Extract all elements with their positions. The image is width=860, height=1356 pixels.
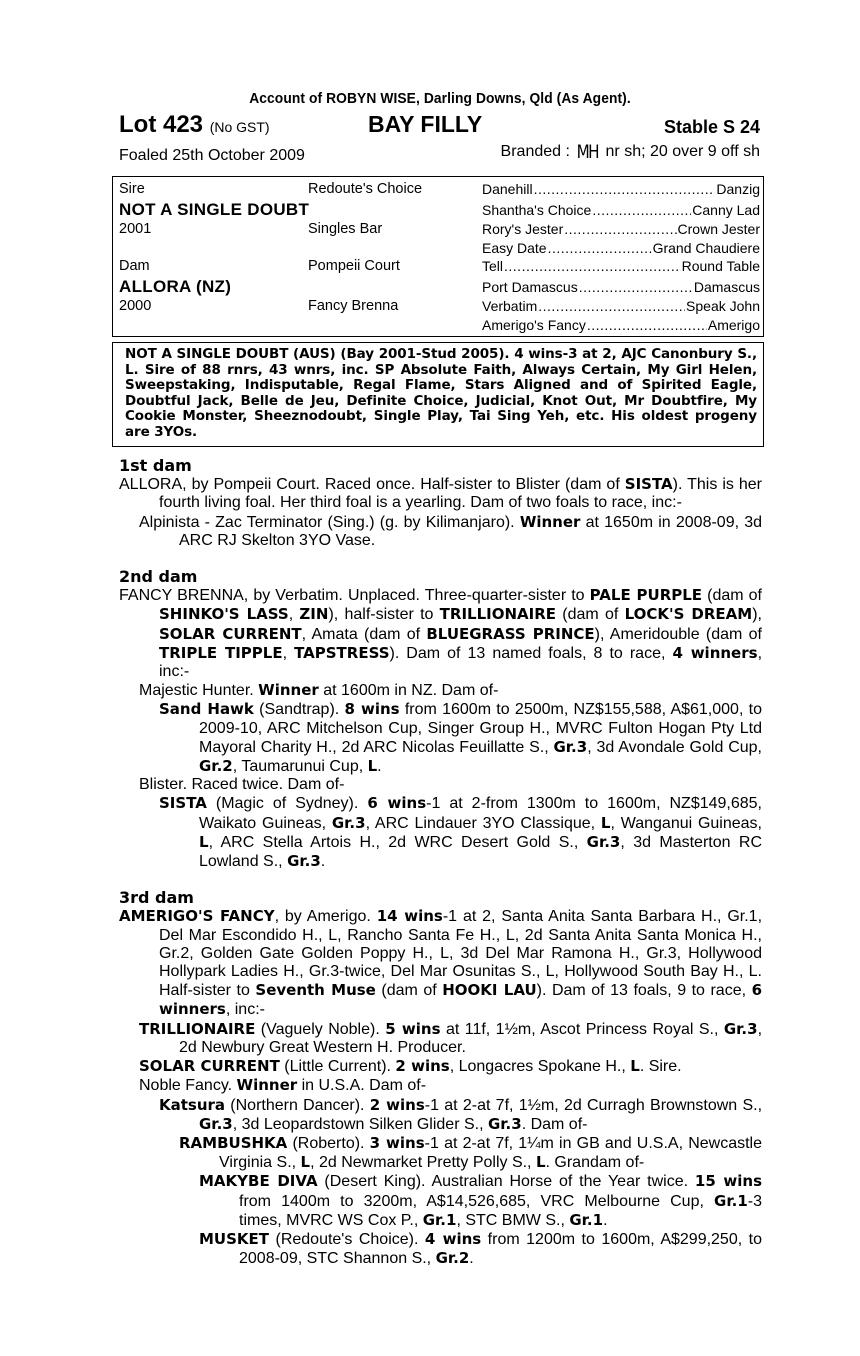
progeny-musket: MUSKET (Redoute's Choice). 4 wins from 1200m to 1600m, A$299,250, to 2008-09, STC Shannon S., Gr.2. bbox=[199, 1229, 762, 1268]
progeny-rambushka: RAMBUSHKA (Roberto). 3 wins-1 at 2-at 7f, 1¼m in GB and U.S.A, Newcastle Virginia S., L, 2d Newmarket Pretty Polly S., L. Grandam of- bbox=[179, 1133, 763, 1172]
first-dam-heading: 1st dam bbox=[119, 456, 192, 475]
dams-sire: Pompeii Court bbox=[308, 258, 400, 274]
brand-description: nr sh; 20 over 9 off sh bbox=[605, 143, 760, 160]
gg-row: Shantha's Choice ..... Canny Lad bbox=[482, 202, 760, 218]
brand-info bbox=[501, 141, 760, 163]
first-dam-paragraph: ALLORA, by Pompeii Court. Raced once. Half-sister to Blister (dam of SISTA). This is her fourth living foal. Her third foal is a yearling. Dam of two foals to race, inc:- bbox=[119, 475, 763, 512]
dam-year: 2000 bbox=[119, 298, 152, 314]
gg-row: Danehill ..... Danzig bbox=[482, 181, 760, 197]
catalogue-body bbox=[119, 457, 762, 1268]
gg-row: Rory's Jester ..... Crown Jester bbox=[482, 221, 760, 237]
third-dam-paragraph: AMERIGO'S FANCY, by Amerigo. 14 wins-1 at 2, Santa Anita Santa Barbara H., Gr.1, Del Mar Escondido H., L, Rancho Santa Fe H., L, 2d Santa Anita Santa Monica H., Gr.2, Golden Gate Golden Poppy H., L, 3d Del Mar Ramona H., Gr.3, Hollywood Hollypark Ladies H., Gr.3-twice, Del Mar Osunitas S., L, Hollywood South Bay H., L. Half-sister to Seventh Muse (dam of HOOKI LAU). Dam of 13 foals, 9 to race, 6 winners, inc:- bbox=[119, 907, 763, 1019]
horse-description: BAY FILLY bbox=[368, 111, 483, 137]
progeny-majestic-hunter: Majestic Hunter. Winner at 1600m in NZ. Dam of- bbox=[139, 681, 499, 700]
gg-row: Port Damascus ..... Damascus bbox=[482, 279, 760, 295]
sire-summary: NOT A SINGLE DOUBT (AUS) (Bay 2001-Stud 2005). 4 wins-3 at 2, AJC Canonbury S., L. Sire of 88 rnrs, 43 wnrs, inc. SP Absolute Faith, Always Certain, My Girl Helen, Sweepstaking, Indisputable, Regal Flame, Stars Aligned and of Spirited Eagle, Doubtful Jack, Belle de Jeu, Definite Choice, Judicial, Knot Out, Mr Doubtfire, My Cookie Monster, Sheeznodoubt, Single Play, Tai Sing Yeh, etc. His oldest progeny are 3YOs. bbox=[125, 346, 757, 440]
progeny-makybe-diva: MAKYBE DIVA (Desert King). Australian Horse of the Year twice. 15 wins from 1400m to 3200m, A$14,526,685, VRC Melbourne Cup, Gr.1-3 times, MVRC WS Cox P., Gr.1, STC BMW S., Gr.1. bbox=[199, 1172, 763, 1229]
gg-row: Verbatim ..... Speak John bbox=[482, 298, 760, 314]
sires-dam: Singles Bar bbox=[308, 221, 383, 237]
sire-label: Sire bbox=[119, 181, 145, 197]
progeny-solar-current: SOLAR CURRENT (Little Current). 2 wins, Longacres Spokane H., L. Sire. bbox=[139, 1057, 682, 1076]
second-dam-paragraph: FANCY BRENNA, by Verbatim. Unplaced. Three-quarter-sister to PALE PURPLE (dam of SHINKO'S LASS, ZIN), half-sister to TRILLIONAIRE (dam of LOCK'S DREAM), SOLAR CURRENT, Amata (dam of BLUEGRASS PRINCE), Ameridouble (dam of TRIPLE TIPPLE, TAPSTRESS). Dam of 13 named foals, 8 to race, 4 winners, inc:- bbox=[119, 586, 763, 681]
brand-mark-icon: MH bbox=[577, 141, 599, 163]
progeny-trillionaire: TRILLIONAIRE (Vaguely Noble). 5 wins at 11f, 1½m, Ascot Princess Royal S., Gr.3, 2d Newbury Great Western H. Producer. bbox=[139, 1019, 763, 1056]
sire-name: NOT A SINGLE DOUBT bbox=[119, 200, 310, 219]
progeny-alpinista: Alpinista - Zac Terminator (Sing.) (g. by Kilimanjaro). Winner at 1650m in 2008-09, 3d ARC RJ Skelton 3YO Vase. bbox=[139, 512, 763, 549]
branded-label: Branded : bbox=[500, 143, 570, 160]
second-dam-heading: 2nd dam bbox=[119, 567, 198, 587]
gst-note: (No GST) bbox=[209, 119, 270, 135]
sire-summary-box bbox=[112, 342, 764, 447]
lot-number bbox=[119, 111, 270, 139]
stable-number: Stable S 24 bbox=[663, 117, 760, 137]
pedigree-table bbox=[112, 176, 764, 337]
sire-year: 2001 bbox=[119, 221, 152, 237]
dams-dam: Fancy Brenna bbox=[308, 298, 399, 314]
gg-row: Tell ..... Round Table bbox=[482, 258, 760, 274]
progeny-katsura: Katsura (Northern Dancer). 2 wins-1 at 2-at 7f, 1½m, 2d Curragh Brownstown S., Gr.3, 3d Leopardstown Silken Glider S., Gr.3. Dam of- bbox=[159, 1095, 763, 1133]
vendor-account: Account of ROBYN WISE, Darling Downs, Qld (As Agent). bbox=[249, 90, 631, 107]
third-dam-heading: 3rd dam bbox=[119, 888, 194, 908]
lot-label: Lot 423 bbox=[119, 111, 204, 138]
progeny-noble-fancy: Noble Fancy. Winner in U.S.A. Dam of- bbox=[139, 1076, 427, 1095]
gg-row: Amerigo's Fancy ..... Amerigo bbox=[482, 317, 760, 333]
sires-sire: Redoute's Choice bbox=[308, 181, 423, 197]
progeny-sand-hawk: Sand Hawk (Sandtrap). 8 wins from 1600m to 2500m, NZ$155,588, A$61,000, to 2009-10, ARC Mitchelson Cup, Singer Group H., MVRC Fulton Hogan Pty Ltd Mayoral Charity H., 2d ARC Nicolas Feuillatte S., Gr.3, 3d Avondale Gold Cup, Gr.2, Taumarunui Cup, L. bbox=[159, 700, 763, 776]
dam-label: Dam bbox=[119, 258, 150, 274]
progeny-blister: Blister. Raced twice. Dam of- bbox=[139, 776, 345, 794]
foaled-date: Foaled 25th October 2009 bbox=[119, 147, 305, 164]
gg-row: Easy Date ..... Grand Chaudiere bbox=[482, 240, 760, 256]
dam-name: ALLORA (NZ) bbox=[119, 277, 232, 296]
progeny-sista: SISTA (Magic of Sydney). 6 wins-1 at 2-from 1300m to 1600m, NZ$149,685, Waikato Guineas, Gr.3, ARC Lindauer 3YO Classique, L, Wanganui Guineas, L, ARC Stella Artois H., 2d WRC Desert Gold S., Gr.3, 3d Masterton RC Lowland S., Gr.3. bbox=[159, 794, 763, 871]
